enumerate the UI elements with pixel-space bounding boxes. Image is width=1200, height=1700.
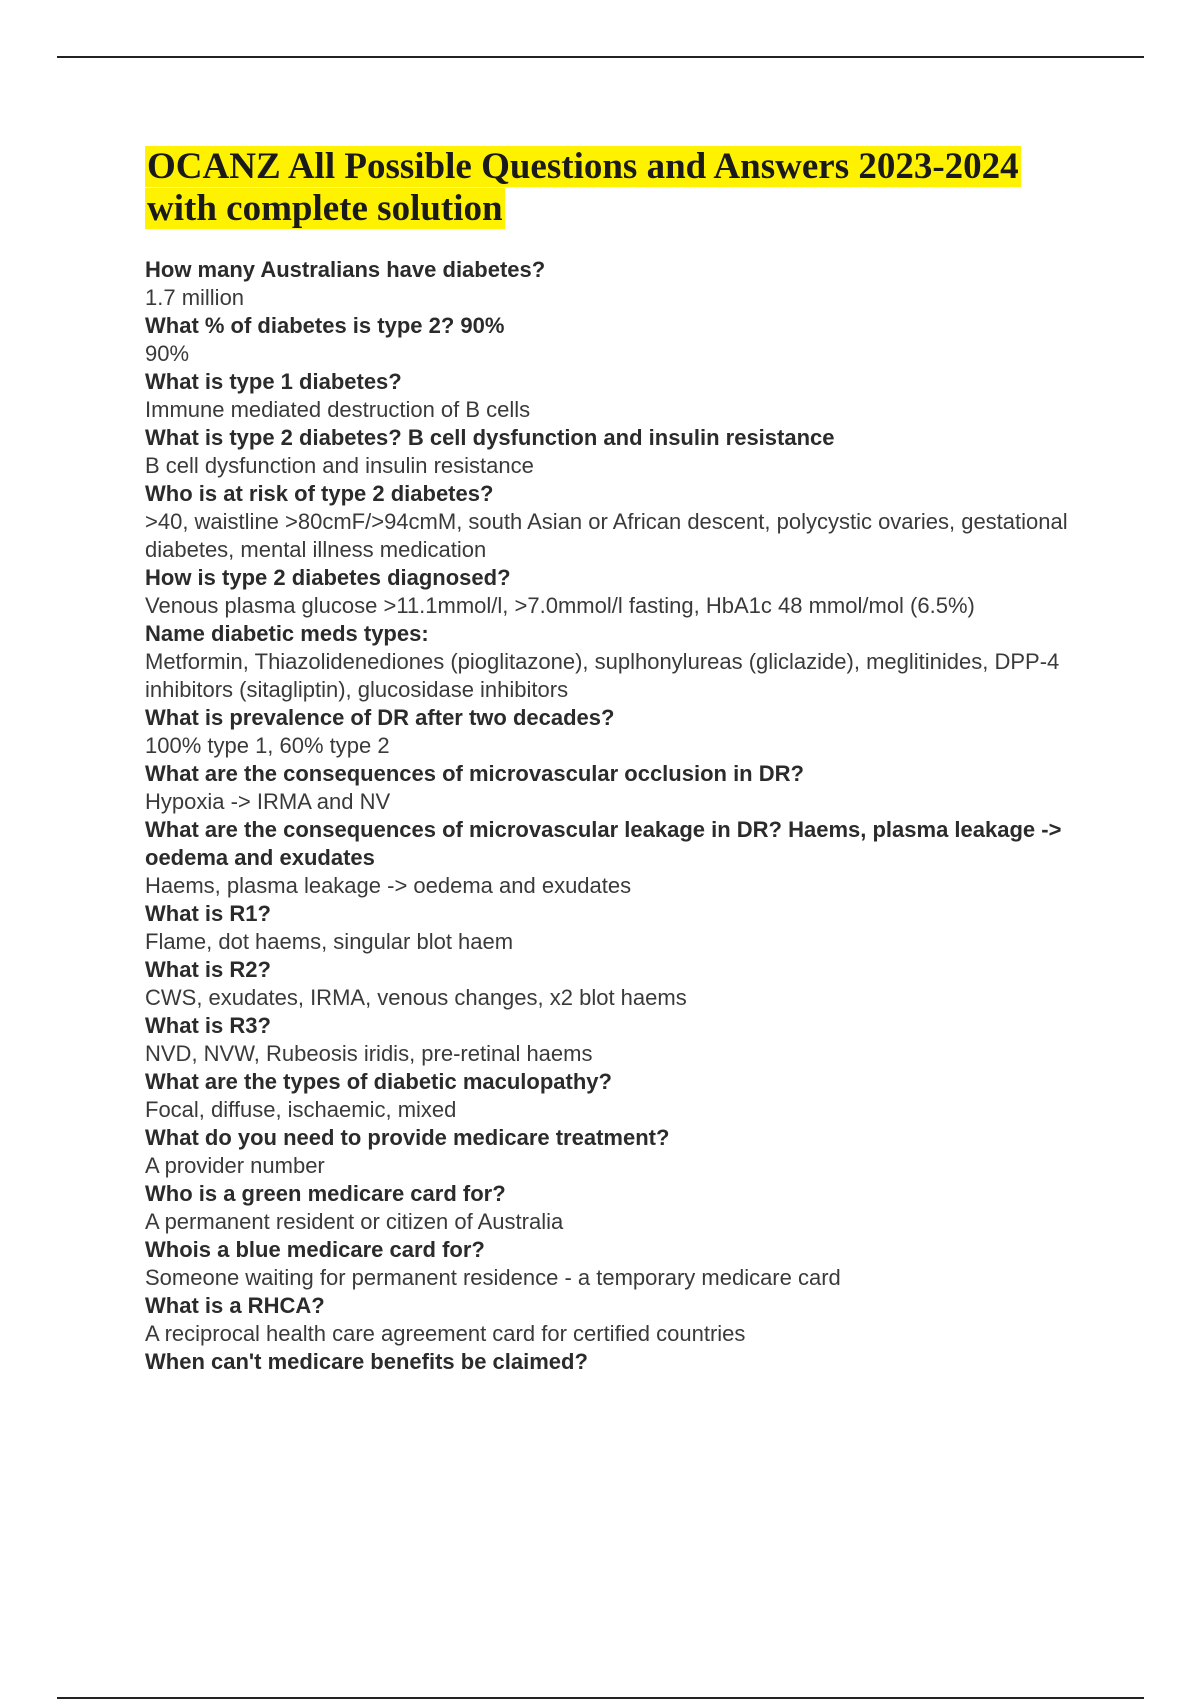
qa-item (145, 1012, 1085, 1068)
question: What are the types of diabetic maculopathy? (145, 1069, 612, 1094)
question: What are the consequences of microvascular occlusion in DR? (145, 761, 804, 786)
qa-item (145, 424, 1085, 480)
question: What is R2? (145, 957, 271, 982)
qa-item (145, 480, 1085, 564)
question: What do you need to provide medicare treatment? (145, 1125, 670, 1150)
answer: Metformin, Thiazolidenediones (pioglitazone), suplhonylureas (gliclazide), meglitinides, DPP-4 inhibitors (sitagliptin), glucosidase inhibitors (145, 649, 1060, 702)
answer: A permanent resident or citizen of Australia (145, 1209, 564, 1234)
qa-item (145, 816, 1085, 900)
answer: 1.7 million (145, 285, 245, 310)
answer: A reciprocal health care agreement card for certified countries (145, 1321, 746, 1346)
question: Name diabetic meds types: (145, 621, 429, 646)
qa-item (145, 256, 1085, 312)
answer: CWS, exudates, IRMA, venous changes, x2 blot haems (145, 985, 687, 1010)
qa-item (145, 956, 1085, 1012)
answer: 100% type 1, 60% type 2 (145, 733, 390, 758)
qa-item (145, 1124, 1085, 1180)
question: Who is a green medicare card for? (145, 1181, 506, 1206)
answer: Someone waiting for permanent residence - a temporary medicare card (145, 1265, 841, 1290)
question: When can't medicare benefits be claimed? (145, 1349, 588, 1374)
answer: Hypoxia -> IRMA and NV (145, 789, 391, 814)
question: What is type 2 diabetes? B cell dysfunction and insulin resistance (145, 425, 835, 450)
question: How is type 2 diabetes diagnosed? (145, 565, 511, 590)
answer: Venous plasma glucose >11.1mmol/l, >7.0mmol/l fasting, HbA1c 48 mmol/mol (6.5%) (145, 593, 975, 618)
document-body (145, 146, 1085, 1376)
answer: A provider number (145, 1153, 325, 1178)
question: What % of diabetes is type 2? 90% (145, 313, 505, 338)
answer: 90% (145, 341, 190, 366)
qa-list (145, 256, 1085, 1376)
qa-item (145, 312, 1085, 368)
qa-item (145, 1236, 1085, 1292)
bottom-rule (57, 1697, 1144, 1699)
answer: Immune mediated destruction of B cells (145, 397, 531, 422)
top-rule (57, 56, 1144, 58)
question: Who is at risk of type 2 diabetes? (145, 481, 494, 506)
qa-item (145, 704, 1085, 760)
qa-item (145, 620, 1085, 704)
question: What is a RHCA? (145, 1293, 325, 1318)
answer: B cell dysfunction and insulin resistance (145, 453, 534, 478)
qa-item (145, 760, 1085, 816)
qa-item (145, 564, 1085, 620)
question: What is R1? (145, 901, 271, 926)
question: What is R3? (145, 1013, 271, 1038)
question: What are the consequences of microvascular leakage in DR? Haems, plasma leakage -> oedema and exudates (145, 817, 1062, 870)
answer: Haems, plasma leakage -> oedema and exudates (145, 873, 632, 898)
answer: Flame, dot haems, singular blot haem (145, 929, 514, 954)
document-title-text: OCANZ All Possible Questions and Answers 2023-2024 with complete solution (147, 146, 1019, 229)
document-title (145, 146, 1085, 230)
answer: NVD, NVW, Rubeosis iridis, pre-retinal haems (145, 1041, 593, 1066)
question: What is type 1 diabetes? (145, 369, 402, 394)
question: How many Australians have diabetes? (145, 257, 546, 282)
qa-item (145, 368, 1085, 424)
question: Whois a blue medicare card for? (145, 1237, 485, 1262)
qa-item (145, 1180, 1085, 1236)
question: What is prevalence of DR after two decades? (145, 705, 615, 730)
qa-item (145, 900, 1085, 956)
qa-item (145, 1068, 1085, 1124)
answer: >40, waistline >80cmF/>94cmM, south Asian or African descent, polycystic ovaries, gestational diabetes, mental illness medication (145, 509, 1068, 562)
qa-item (145, 1292, 1085, 1348)
answer: Focal, diffuse, ischaemic, mixed (145, 1097, 457, 1122)
qa-item (145, 1348, 1085, 1376)
